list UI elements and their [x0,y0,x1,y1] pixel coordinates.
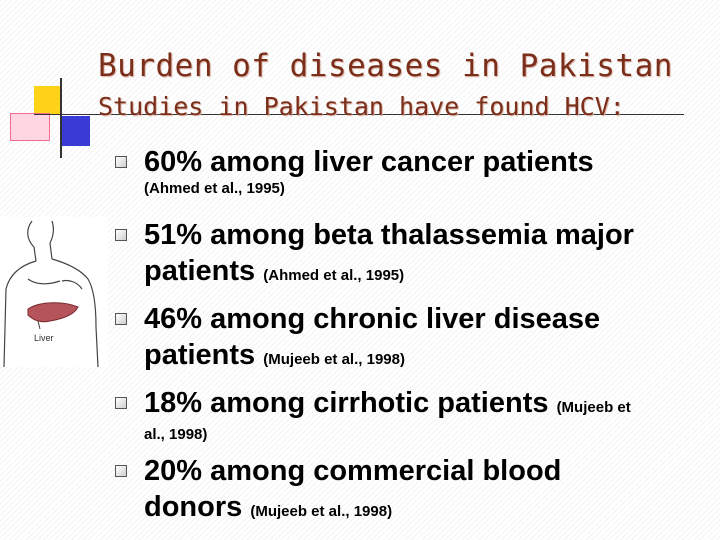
square-bullet-icon [115,229,127,241]
bullet-text: 18% among cirrhotic patients [144,387,549,419]
decor-vertical-line [60,78,62,158]
liver-anatomy-illustration [0,217,108,367]
bullet-item [112,215,634,296]
bullet-text: 20% among commercial blood [144,455,562,487]
bullet-text-continued: donors [144,491,243,523]
square-bullet-icon [115,313,127,325]
decor-blue-square [62,116,90,146]
square-bullet-icon [115,397,127,409]
bullet-citation-continued: al., 1998) [144,426,208,443]
bullet-item [112,299,600,380]
bullet-citation: (Ahmed et al., 1995) [263,267,405,284]
bullet-citation: (Mujeeb et al., 1998) [250,503,393,520]
slide-title: Burden of diseases in Pakistan [98,48,673,84]
slide-subtitle: Studies in Pakistan have found HCV: [98,92,625,121]
bullet-citation: (Ahmed et al., 1995) [144,180,285,197]
bullet-item [112,142,594,198]
bullet-citation: (Mujeeb et [556,399,631,416]
bullet-text-continued: patients [144,339,256,371]
bullet-text-continued: patients [144,255,256,287]
square-bullet-icon [115,156,127,168]
decor-yellow-square [34,86,62,114]
bullet-citation: (Mujeeb et al., 1998) [263,351,405,368]
decor-pink-square [10,113,50,141]
bullet-item [112,383,631,444]
square-bullet-icon [115,465,127,477]
bullet-item [112,451,561,532]
bullet-text: 60% among liver cancer patients [144,146,594,178]
bullet-text: 51% among beta thalassemia major [144,219,634,251]
liver-shape [28,303,78,322]
bullet-text: 46% among chronic liver disease [144,303,601,335]
figure-label: Liver [34,333,54,343]
